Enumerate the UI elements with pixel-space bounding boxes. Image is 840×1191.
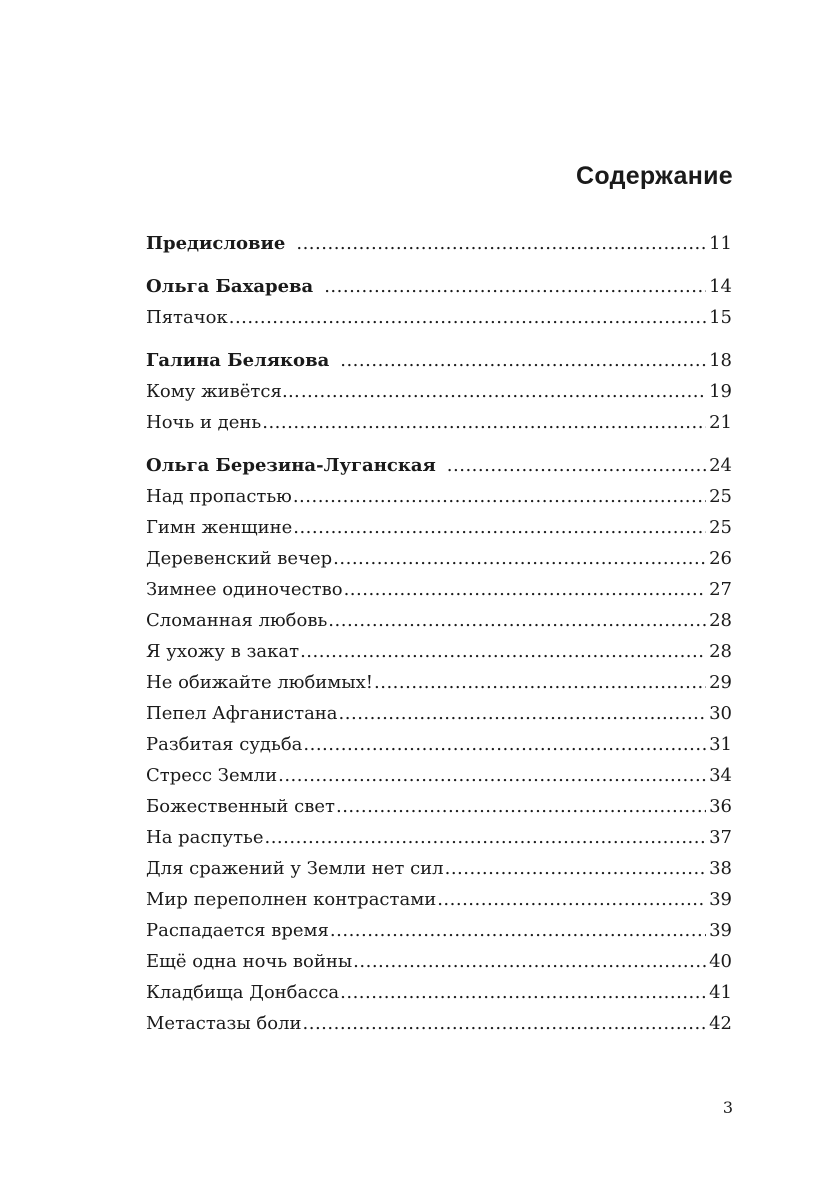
toc-entry-title: Зимнее одиночество [146,579,343,600]
toc-entry-page: 39 [709,889,732,910]
toc-entry [146,884,732,915]
toc-entry [146,822,732,853]
dot-leader [340,345,706,376]
dot-leader [336,791,706,822]
dot-leader [324,271,706,302]
toc-entry-page: 42 [709,1013,732,1034]
toc-entry-page: 25 [709,486,732,507]
toc-entry-page: 25 [709,517,732,538]
toc-author-entry [146,228,732,259]
toc-entry [146,636,732,667]
toc-entry-page: 28 [709,641,732,662]
toc-entry-page: 26 [709,548,732,569]
toc-entry-page: 21 [709,412,732,433]
page-number: 3 [722,1098,733,1117]
toc-entry-page: 30 [709,703,732,724]
toc-entry-title: Сломанная любовь [146,610,328,631]
toc-entry-page: 38 [709,858,732,879]
toc-entry [146,574,732,605]
toc-entry [146,853,732,884]
toc-entry-title: Пятачок [146,307,228,328]
toc-author-entry [146,271,732,302]
toc-entry [146,302,732,333]
toc-entry-title: Деревенский вечер [146,548,333,569]
dot-leader [301,376,706,407]
dot-leader [339,698,707,729]
toc-entry [146,698,732,729]
dot-leader [300,636,706,667]
table-of-contents [146,228,732,1039]
toc-entry-title: Кладбища Донбасса [146,982,340,1003]
toc-entry [146,729,732,760]
toc-entry [146,407,732,438]
toc-entry-title: Не обижайте любимых! [146,672,374,693]
dot-leader [445,853,707,884]
toc-entry-title: Божественный свет [146,796,335,817]
toc-entry-title: Распадается время [146,920,329,941]
toc-entry-page: 41 [709,982,732,1003]
toc-entry-page: 15 [709,307,732,328]
dot-leader [353,946,706,977]
dot-leader [296,228,706,259]
dot-leader [437,884,706,915]
section-gap [146,438,732,450]
toc-entry-title: Разбитая судьба [146,734,303,755]
dot-leader [374,667,706,698]
toc-entry-page: 31 [709,734,732,755]
dot-leader [278,760,706,791]
toc-entry-title: Ольга Березина-Луганская [146,455,436,476]
toc-entry [146,1008,732,1039]
section-gap [146,333,732,345]
toc-entry-title: Мир переполнен контрастами [146,889,437,910]
toc-entry-page: 37 [709,827,732,848]
toc-entry-page: 39 [709,920,732,941]
toc-entry-page: 40 [709,951,732,972]
toc-entry-title: На распутье [146,827,264,848]
dot-leader [330,915,706,946]
toc-entry-title: Гимн женщине [146,517,293,538]
dot-leader [344,574,707,605]
toc-entry [146,946,732,977]
dot-leader [303,1008,707,1039]
toc-entry-title: Пепел Афганистана [146,703,338,724]
toc-entry-page: 11 [709,233,732,254]
dot-leader [333,543,706,574]
toc-entry [146,376,732,407]
toc-entry-title: Стресс Земли [146,765,278,786]
dot-leader [293,512,706,543]
toc-entry-title: Ольга Бахарева [146,276,314,297]
page-title: Содержание [575,162,733,190]
toc-entry [146,791,732,822]
toc-entry-title: Ночь и день [146,412,262,433]
toc-entry [146,667,732,698]
toc-entry-page: 28 [709,610,732,631]
dot-leader [328,605,706,636]
toc-entry-page: 36 [709,796,732,817]
toc-entry-page: 18 [709,350,732,371]
toc-entry-page: 24 [709,455,732,476]
toc-entry-page: 19 [709,381,732,402]
dot-leader [340,977,706,1008]
toc-author-entry [146,345,732,376]
toc-entry-title: Для сражений у Земли нет сил [146,858,444,879]
toc-entry [146,543,732,574]
dot-leader [293,481,706,512]
toc-entry [146,481,732,512]
toc-entry-title: Предисловие [146,233,286,254]
dot-leader [303,729,706,760]
dot-leader [447,450,706,481]
toc-entry [146,977,732,1008]
toc-entry-title: Над пропастью [146,486,292,507]
toc-entry-title: Метастазы боли [146,1013,302,1034]
toc-entry-title: Я ухожу в закат [146,641,300,662]
dot-leader [264,822,706,853]
toc-entry-title: Ещё одна ночь войны [146,951,353,972]
dot-leader [262,407,706,438]
toc-entry-title: Галина Белякова [146,350,330,371]
toc-entry-page: 34 [709,765,732,786]
toc-entry-page: 29 [709,672,732,693]
toc-entry-title: Кому живётся… [146,381,300,402]
toc-entry [146,760,732,791]
toc-entry-page: 14 [709,276,732,297]
section-gap [146,259,732,271]
toc-entry-page: 27 [709,579,732,600]
toc-entry [146,512,732,543]
dot-leader [229,302,706,333]
toc-entry [146,915,732,946]
toc-author-entry [146,450,732,481]
toc-entry [146,605,732,636]
